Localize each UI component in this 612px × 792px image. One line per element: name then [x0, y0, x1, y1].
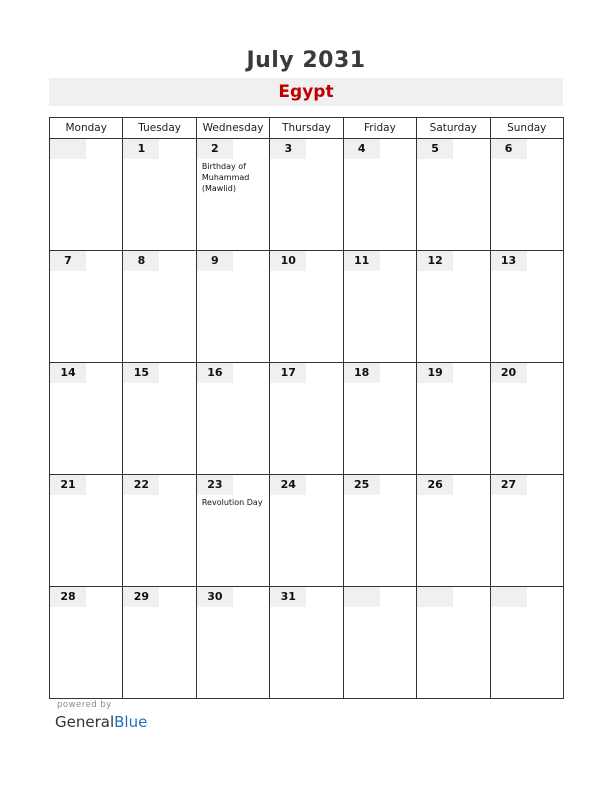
day-number: 19	[417, 363, 453, 383]
weekday-header: Wednesday	[196, 118, 269, 139]
weekday-header: Saturday	[417, 118, 490, 139]
day-cell	[50, 139, 123, 251]
day-cell	[490, 587, 563, 699]
weekday-header-row	[50, 118, 564, 139]
day-cell	[490, 475, 563, 587]
day-number: 1	[123, 139, 159, 159]
day-number: 6	[491, 139, 527, 159]
day-number: 8	[123, 251, 159, 271]
day-number	[491, 587, 527, 607]
day-number: 24	[270, 475, 306, 495]
day-cell	[417, 363, 490, 475]
day-number: 13	[491, 251, 527, 271]
day-number: 14	[50, 363, 86, 383]
calendar-grid	[49, 117, 564, 699]
day-cell	[123, 587, 196, 699]
week-row	[50, 251, 564, 363]
day-number: 30	[197, 587, 233, 607]
week-row	[50, 475, 564, 587]
day-cell	[123, 363, 196, 475]
day-cell	[343, 475, 416, 587]
day-number: 26	[417, 475, 453, 495]
day-cell	[196, 475, 269, 587]
day-number: 17	[270, 363, 306, 383]
day-number	[50, 139, 86, 159]
week-row	[50, 363, 564, 475]
day-number: 23	[197, 475, 233, 495]
week-row	[50, 587, 564, 699]
day-number	[344, 587, 380, 607]
day-number: 25	[344, 475, 380, 495]
day-cell	[50, 363, 123, 475]
weekday-header: Friday	[343, 118, 416, 139]
week-row	[50, 139, 564, 251]
day-number: 10	[270, 251, 306, 271]
holiday-label: Birthday of Muhammad (Mawlid)	[201, 162, 250, 193]
day-cell	[417, 139, 490, 251]
day-number: 22	[123, 475, 159, 495]
day-cell	[417, 587, 490, 699]
calendar-title: July 2031	[246, 48, 366, 73]
day-cell	[417, 251, 490, 363]
day-cell	[196, 363, 269, 475]
weekday-header: Tuesday	[123, 118, 196, 139]
day-number: 31	[270, 587, 306, 607]
day-number: 12	[417, 251, 453, 271]
day-cell	[490, 363, 563, 475]
day-number: 27	[491, 475, 527, 495]
day-cell	[343, 139, 416, 251]
day-cell	[343, 587, 416, 699]
day-number: 20	[491, 363, 527, 383]
brand-general-text: General	[55, 713, 115, 731]
day-cell	[270, 363, 343, 475]
day-number: 18	[344, 363, 380, 383]
day-number: 4	[344, 139, 380, 159]
day-cell	[417, 475, 490, 587]
country-name: Egypt	[49, 78, 563, 106]
day-number: 21	[50, 475, 86, 495]
day-number: 7	[50, 251, 86, 271]
day-cell	[270, 475, 343, 587]
brand-blue-text: Blue	[114, 713, 148, 731]
day-cell	[270, 251, 343, 363]
day-cell	[123, 475, 196, 587]
day-cell	[196, 139, 269, 251]
day-cell	[50, 587, 123, 699]
day-cell	[123, 139, 196, 251]
day-number: 3	[270, 139, 306, 159]
day-number: 9	[197, 251, 233, 271]
day-number: 11	[344, 251, 380, 271]
day-cell	[270, 139, 343, 251]
weekday-header: Sunday	[490, 118, 563, 139]
day-number: 29	[123, 587, 159, 607]
weekday-header: Monday	[50, 118, 123, 139]
powered-by-text: powered by	[57, 700, 112, 710]
day-cell	[123, 251, 196, 363]
day-number: 5	[417, 139, 453, 159]
weekday-header: Thursday	[270, 118, 343, 139]
day-cell	[196, 587, 269, 699]
day-number: 28	[50, 587, 86, 607]
day-cell	[196, 251, 269, 363]
day-number: 15	[123, 363, 159, 383]
day-cell	[490, 251, 563, 363]
day-cell	[270, 587, 343, 699]
day-cell	[490, 139, 563, 251]
day-cell	[50, 475, 123, 587]
day-number	[417, 587, 453, 607]
day-cell	[343, 251, 416, 363]
generalblue-logo[interactable]	[55, 713, 147, 731]
day-cell	[50, 251, 123, 363]
day-cell	[343, 363, 416, 475]
day-number: 2	[197, 139, 233, 159]
holiday-label: Revolution Day	[201, 498, 263, 507]
day-number: 16	[197, 363, 233, 383]
